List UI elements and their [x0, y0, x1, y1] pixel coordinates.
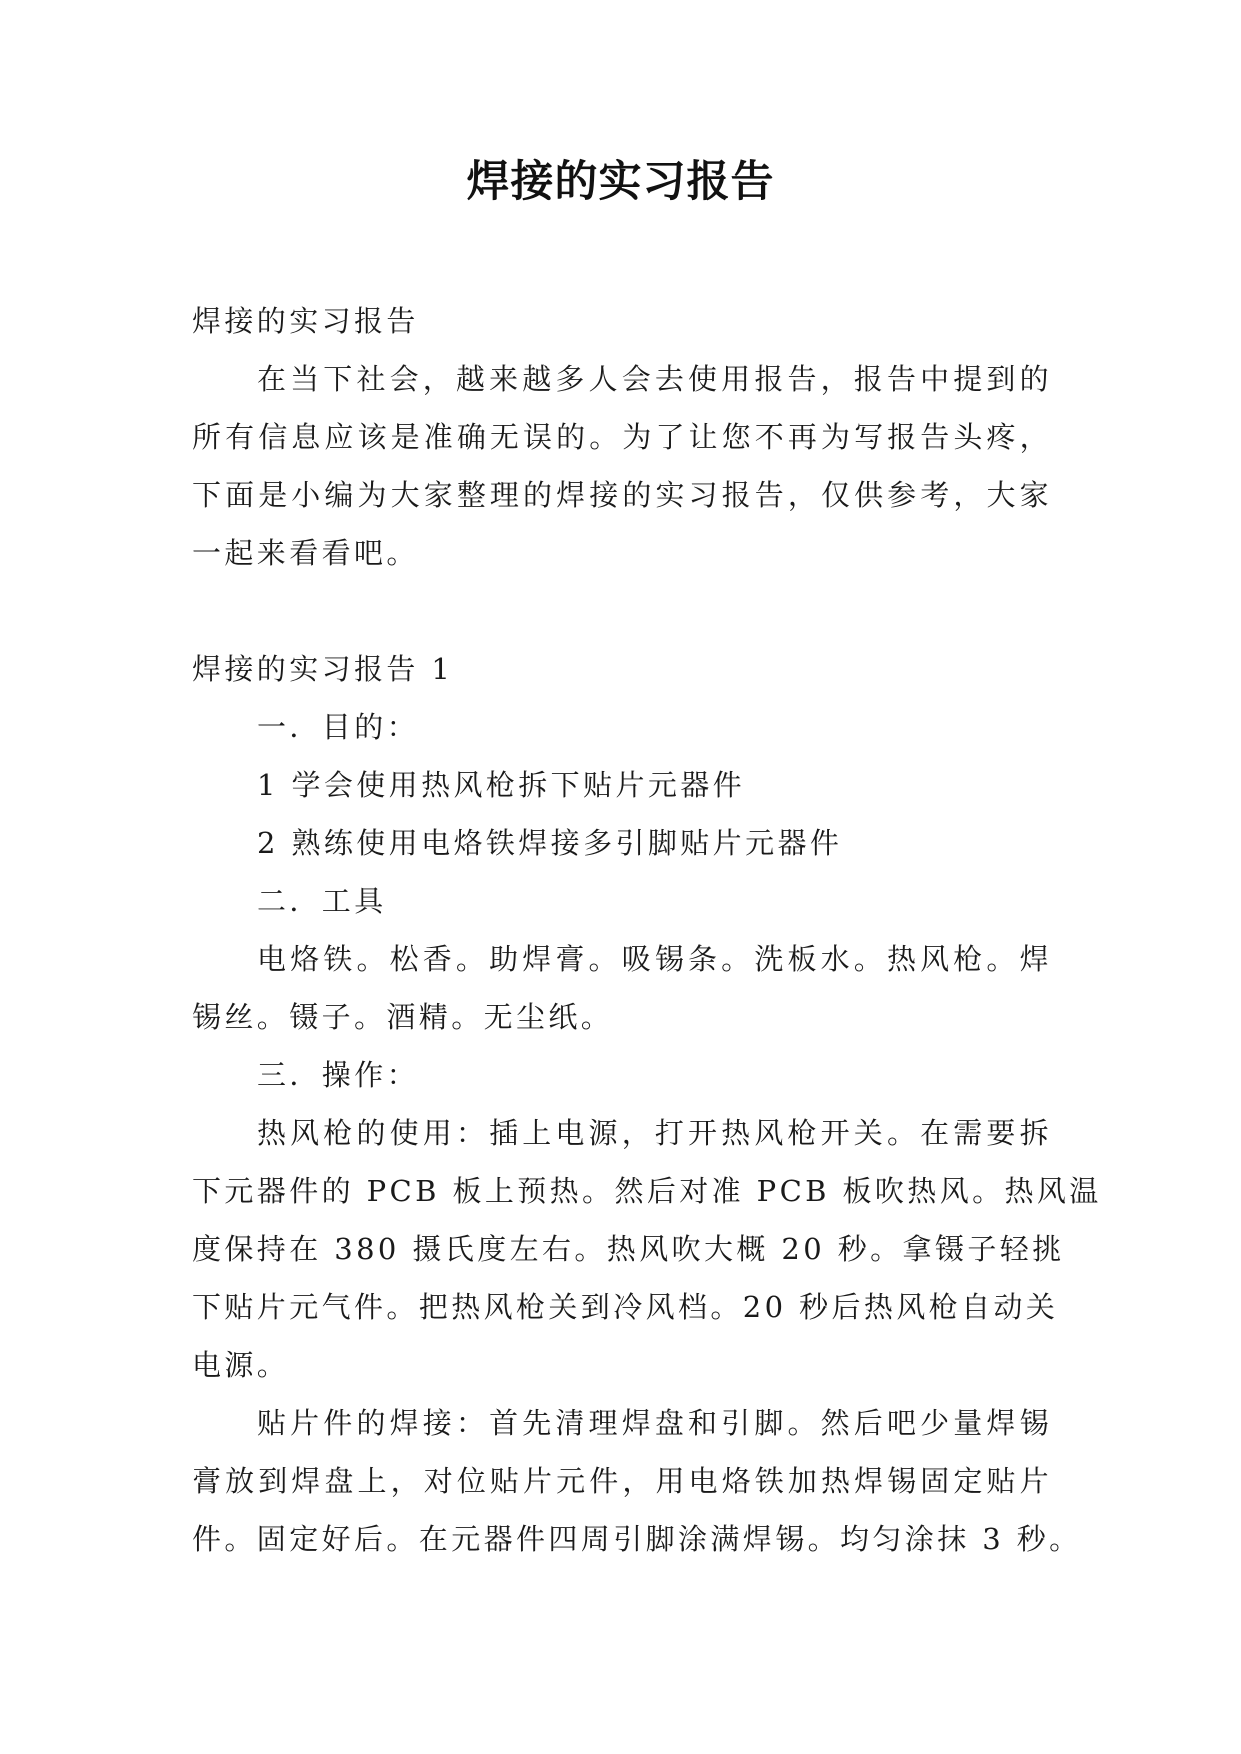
text-line: 在当下社会，越来越多人会去使用报告，报告中提到的 — [257, 362, 1052, 396]
text-line: 下面是小编为大家整理的焊接的实习报告，仅供参考，大家 — [192, 478, 1052, 512]
purpose-item: 1 学会使用热风枪拆下贴片元器件 — [257, 768, 746, 802]
text-line: 热风枪的使用：插上电源，打开热风枪开关。在需要拆 — [257, 1116, 1052, 1150]
text-line: 贴片件的焊接：首先清理焊盘和引脚。然后吧少量焊锡 — [257, 1406, 1052, 1440]
text-line: 所有信息应该是准确无误的。为了让您不再为写报告头疼， — [192, 420, 1052, 454]
subtitle: 焊接的实习报告 — [192, 304, 419, 338]
document-body — [192, 292, 1102, 1568]
text-line: 下贴片元气件。把热风枪关到冷风档。20 秒后热风枪自动关 — [192, 1290, 1059, 1324]
purpose-heading: 一．目的： — [257, 710, 420, 744]
text-line: 一起来看看吧。 — [192, 536, 419, 570]
text-line: 件。固定好后。在元器件四周引脚涂满焊锡。均匀涂抹 3 秒。 — [192, 1522, 1082, 1556]
text-line: 膏放到焊盘上，对位贴片元件，用电烙铁加热焊锡固定贴片 — [192, 1464, 1052, 1498]
text-line: 电源。 — [192, 1348, 290, 1382]
text-line: 锡丝。镊子。酒精。无尘纸。 — [192, 1000, 614, 1034]
intro-paragraph — [192, 350, 1052, 582]
spacer — [192, 582, 1052, 640]
text-line: 电烙铁。松香。助焊膏。吸锡条。洗板水。热风枪。焊 — [257, 942, 1052, 976]
document-title: 焊接的实习报告 — [466, 157, 775, 207]
section-heading: 焊接的实习报告 1 — [192, 652, 454, 686]
hot-air-paragraph — [192, 1104, 1102, 1394]
text-line: 下元器件的 PCB 板上预热。然后对准 PCB 板吹热风。热风温 — [192, 1174, 1102, 1208]
tools-heading: 二．工具 — [257, 884, 387, 918]
smd-soldering-paragraph — [192, 1394, 1082, 1568]
tools-paragraph — [192, 930, 1052, 1046]
text-line: 度保持在 380 摄氏度左右。热风吹大概 20 秒。拿镊子轻挑 — [192, 1232, 1065, 1266]
purpose-item: 2 熟练使用电烙铁焊接多引脚贴片元器件 — [257, 826, 843, 860]
operation-heading: 三．操作： — [257, 1058, 420, 1092]
